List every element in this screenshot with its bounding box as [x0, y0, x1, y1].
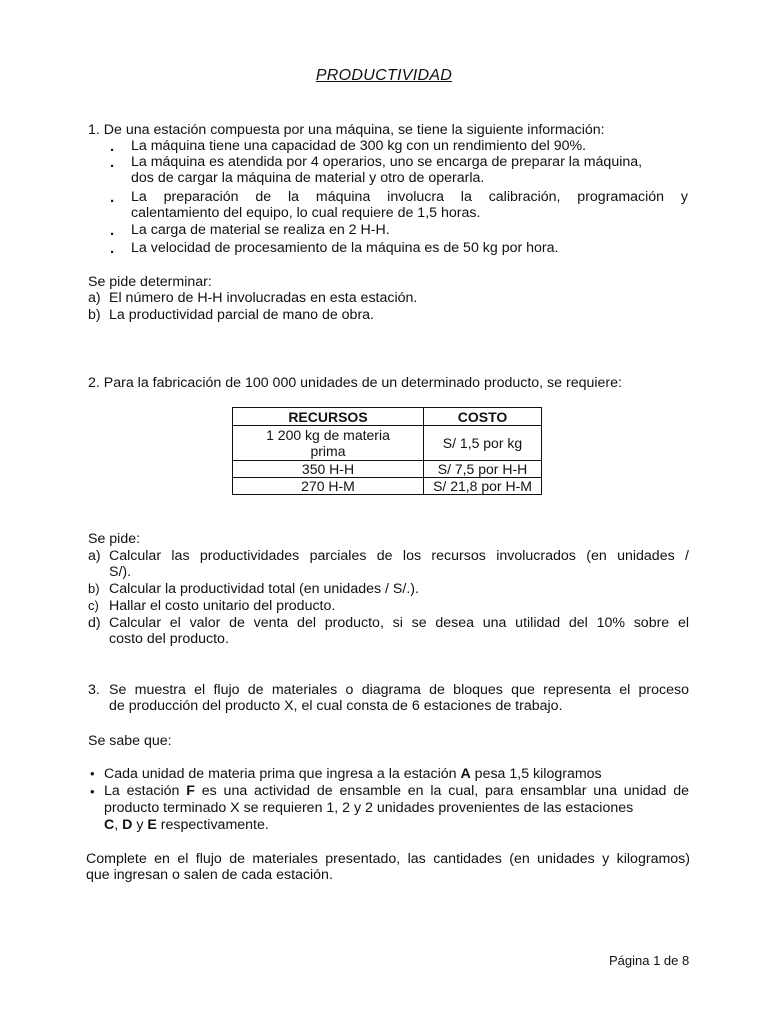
q3-bullet-2-text-end: es una actividad de ensamble en la cual, para ensamblar una unidad de — [194, 783, 689, 799]
q1-bullet-5: La velocidad de procesamiento de la máquina es de 50 kg por hora. — [131, 240, 559, 256]
q2-item-b: Calcular la productividad total (en unidades / S/.). — [109, 581, 419, 597]
station-c-label: C — [104, 817, 115, 833]
q1-bullet-3-line-1: La preparación de la máquina involucra la calibración, programación y — [131, 189, 688, 205]
resource-line-1: 1 200 kg de materia — [266, 427, 390, 443]
separator-text: y — [132, 817, 148, 833]
q1-intro: 1. De una estación compuesta por una máquina, se tiene la siguiente información: — [88, 122, 605, 138]
q3-complete-line-1: Complete en el flujo de materiales presentado, las cantidades (en unidades y kilogramos) — [86, 851, 690, 867]
table-cell-cost: S/ 7,5 por H-H — [424, 461, 542, 478]
table-row — [233, 426, 542, 461]
resources-table — [232, 407, 542, 495]
q2-item-a-line-2: S/). — [109, 564, 132, 580]
q2-item-c: Hallar el costo unitario del producto. — [109, 598, 336, 614]
resource-line-2: prima — [310, 443, 346, 459]
q2-item-d-line-1: Calcular el valor de venta del producto, si se desea una utilidad del 10% sobre el — [109, 615, 689, 631]
station-d-label: D — [122, 817, 133, 833]
q3-bullet-1-text-start: Cada unidad de materia prima que ingresa a la estación — [104, 766, 461, 782]
q3-bullet-2-line-1 — [104, 783, 689, 799]
table-cell-resource: 270 H-M — [233, 478, 424, 495]
bullet-dot-icon: . — [110, 240, 115, 257]
q1-ask: Se pide determinar: — [88, 274, 212, 290]
q2-item-a-line-1: Calcular las productividades parciales de los recursos involucrados (en unidades / — [109, 548, 689, 564]
q3-bullet-2-text-start: La estación — [104, 783, 187, 799]
q3-intro-line-2: de producción del producto X, el cual consta de 6 estaciones de trabajo. — [109, 698, 563, 714]
q3-number: 3. — [88, 682, 100, 698]
table-cell-cost: S/ 21,8 por H-M — [424, 478, 542, 495]
table-header-resources: RECURSOS — [233, 408, 424, 426]
q3-bullet-2-line-3 — [104, 817, 269, 833]
table-header-row — [233, 408, 542, 426]
q1-bullet-2-line-2: dos de cargar la máquina de material y otro de operarla. — [131, 170, 485, 186]
q1-bullet-3-line-2: calentamiento del equipo, lo cual requiere de 1,5 horas. — [131, 205, 481, 221]
q1-item-a-marker: a) — [88, 290, 101, 306]
page-title: PRODUCTIVIDAD — [315, 67, 453, 84]
table-header-cost: COSTO — [424, 408, 542, 426]
table-cell-resource — [233, 426, 424, 461]
q2-item-d-line-2: costo del producto. — [109, 631, 229, 647]
page-number: Página 1 de 8 — [609, 953, 690, 968]
q2-item-d-marker: d) — [88, 615, 101, 631]
bullet-dot-icon: . — [110, 222, 115, 239]
station-a-label: A — [460, 766, 471, 782]
q1-item-a: El número de H-H involucradas en esta estación. — [109, 290, 418, 306]
bullet-dot-icon: • — [90, 766, 95, 781]
q3-known: Se sabe que: — [88, 733, 172, 749]
table-row — [233, 461, 542, 478]
bullet-dot-icon: . — [110, 189, 115, 206]
q3-bullet-2-line-3-end: respectivamente. — [156, 817, 269, 833]
q2-item-b-marker: b) — [88, 581, 100, 596]
station-e-label: E — [147, 817, 157, 833]
q3-complete-line-2: que ingresan o salen de cada estación. — [86, 867, 333, 883]
table-cell-resource: 350 H-H — [233, 461, 424, 478]
q1-item-b-marker: b) — [88, 307, 101, 323]
q1-item-b: La productividad parcial de mano de obra. — [109, 307, 375, 323]
station-f-label: F — [186, 783, 195, 799]
table-row — [233, 478, 542, 495]
bullet-dot-icon: . — [110, 138, 115, 155]
table-cell-cost: S/ 1,5 por kg — [424, 426, 542, 461]
q3-bullet-2-line-2: producto terminado X se requieren 1, 2 y 2 unidades provenientes de las estaciones — [104, 800, 634, 816]
q1-bullet-4: La carga de material se realiza en 2 H-H. — [131, 222, 390, 238]
q2-ask: Se pide: — [88, 531, 141, 547]
q3-bullet-1-text-end: pesa 1,5 kilogramos — [470, 766, 602, 782]
q2-item-a-marker: a) — [88, 548, 101, 564]
q3-bullet-1 — [104, 766, 602, 782]
separator-text: , — [114, 817, 123, 833]
q3-intro-line-1: Se muestra el flujo de materiales o diagrama de bloques que representa el proceso — [109, 682, 689, 698]
bullet-dot-icon: . — [110, 154, 115, 171]
bullet-dot-icon: • — [90, 784, 95, 799]
q2-item-c-marker: c) — [88, 598, 99, 613]
q1-bullet-2-line-1: La máquina es atendida por 4 operarios, uno se encarga de preparar la máquina, — [131, 154, 643, 170]
q2-intro: 2. Para la fabricación de 100 000 unidades de un determinado producto, se requiere: — [88, 375, 622, 391]
q1-bullet-1: La máquina tiene una capacidad de 300 kg con un rendimiento del 90%. — [131, 138, 587, 154]
